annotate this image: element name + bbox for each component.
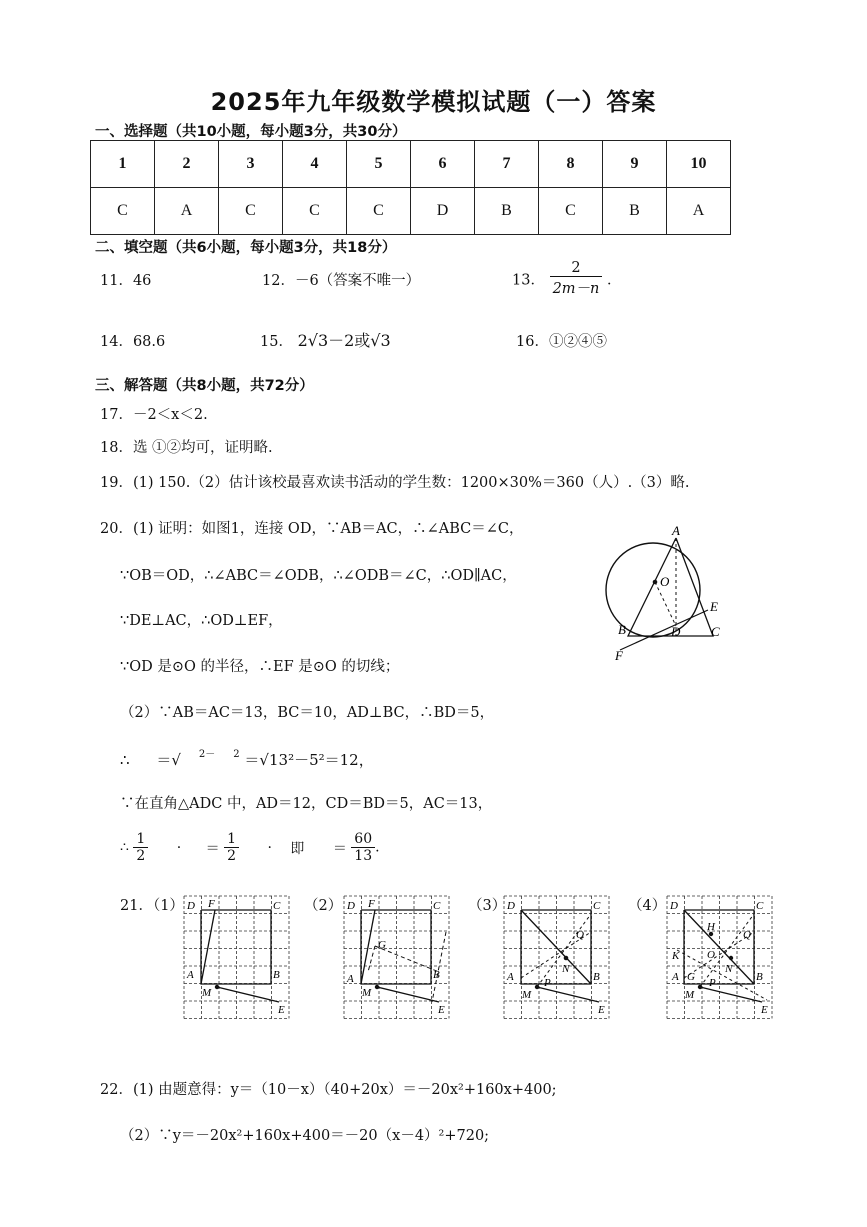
answer-20-line4: ∵OD 是⊙O 的半径，∴EF 是⊙O 的切线； [120,659,400,675]
question-number-cell: 8 [539,141,603,188]
fig21-1-label-c: C [273,900,281,912]
fig21-4-label-q: Q [743,929,751,941]
line8-therefore: ∴ [120,839,129,856]
fig21-3-label-n: N [562,963,570,975]
answer-13-end: ． [607,272,622,289]
line6-result: ＝√13²－5²＝12， [244,751,374,769]
answer-20-line6 [120,745,374,770]
answer-15-expression: 2√3－2或√3 [297,331,391,350]
figure-21-1 [180,892,292,1024]
fig21-4-label-o: O [707,949,715,961]
line8-fraction3 [351,831,375,864]
question-number-cell: 4 [283,141,347,188]
line8-period: . [375,839,380,856]
fig21-2-label-d: D [347,900,355,912]
answer-13-label: 13． [512,272,545,289]
answer-21-sub2: （2） [304,898,343,914]
answer-13-numerator: 2 [550,260,603,277]
answer-16: 16．①②④⑤ [516,334,607,350]
answer-20-line8 [120,831,380,864]
label-f: F [615,648,623,663]
label-d: D [671,624,681,639]
fig21-3-label-d: D [507,900,515,912]
fig21-3-label-a: A [507,971,514,983]
fig21-4-label-d: D [670,900,678,912]
fig21-2-label-a: A [347,973,354,985]
answer-cell: D [411,188,475,235]
answer-cell: C [283,188,347,235]
fig21-4-label-k: K [672,950,680,962]
answer-cell: A [155,188,219,235]
fig21-4-label-c: C [756,900,764,912]
answer-20-line1: 20．(1) 证明：如图1，连接 OD，∵AB＝AC，∴∠ABC＝∠C， [100,521,524,537]
answer-21-sub3: （3） [468,898,507,914]
figure-21-2 [340,892,452,1024]
question-number-cell: 7 [475,141,539,188]
answer-cell: B [603,188,667,235]
answer-13-denominator: 2m－n [552,281,600,297]
answer-21-sub4: （4） [628,898,667,914]
figure-21-4 [663,892,775,1024]
section2-heading: 二、填空题（共6小题，每小题3分，共18分） [95,240,397,256]
answer-13-fraction [550,260,603,298]
fig21-1-label-e: E [278,1004,285,1016]
answer-table-answer-row [91,188,731,235]
fig21-3-label-e: E [598,1004,605,1016]
line8-dot1: · [176,839,182,856]
answer-20-line5: （2）∵AB＝AC＝13，BC＝10，AD⊥BC，∴BD＝5， [120,705,495,721]
frac3-den: 13 [354,848,373,864]
answer-20-line7: ∵在直角△ADC 中，AD＝12，CD＝BD＝5，AC＝13， [120,796,493,812]
line8-eq2: ＝ [332,840,347,857]
section3-heading: 三、解答题（共8小题，共72分） [95,378,314,394]
figure-21-3 [500,892,612,1024]
figure-20 [598,522,738,672]
answer-cell: C [347,188,411,235]
answer-22-line1: 22．(1) 由题意得：y＝（10－x）（40+20x）＝－20x²+160x+400; [100,1082,557,1098]
frac2-num: 1 [224,831,239,848]
fig21-3-label-p: P [544,977,551,989]
fig21-3-label-m: M [522,989,532,1001]
question-number-cell: 3 [219,141,283,188]
fig21-2-label-m: M [362,987,372,999]
answer-cell: B [475,188,539,235]
fig21-2-label-g: G [378,939,386,951]
fig21-4-label-p: P [709,977,716,989]
label-e: E [710,599,718,614]
fig21-2-label-e: E [438,1004,445,1016]
question-number-cell: 9 [603,141,667,188]
question-number-cell: 6 [411,141,475,188]
fig21-1-label-a: A [187,969,194,981]
question-number-cell: 1 [91,141,155,188]
label-b: B [618,622,626,637]
frac1-num: 1 [133,831,148,848]
fig21-4-label-b: B [756,971,763,983]
fig21-4-label-e: E [761,1004,768,1016]
answer-20-line3: ∵DE⊥AC，∴OD⊥EF， [120,613,283,629]
answer-12: 12．－6（答案不唯一） [262,273,421,289]
answer-15-label: 15． [260,334,293,350]
answer-11: 11．46 [100,273,152,289]
line8-fraction1 [133,831,148,864]
line8-dot2: · [267,839,272,856]
label-o: O [660,574,670,589]
fig21-2-label-f: F [368,898,375,910]
answer-19: 19．(1) 150.（2）估计该校最喜欢读书活动的学生数：1200×30%＝360（人）.（3）略. [100,475,690,491]
line8-eq1: ＝ [205,840,220,857]
fig21-1-label-m: M [202,987,212,999]
fig21-2-label-c: C [433,900,441,912]
fig21-3-label-q: Q [576,929,584,941]
page-title: 2025年九年级数学模拟试题（一）答案 [210,88,657,116]
answer-14: 14．68.6 [100,334,166,350]
line6-exp1: 2－ [198,749,216,760]
line6-eq-sqrt: ＝√ [156,751,181,769]
fig21-4-label-a: A [672,971,679,983]
question-number-cell: 5 [347,141,411,188]
frac2-den: 2 [227,848,237,864]
label-c: C [711,624,720,639]
answer-table-number-row [91,141,731,188]
fig21-4-label-n: N [725,963,733,975]
question-number-cell: 10 [667,141,731,188]
fig21-3-label-c: C [593,900,601,912]
answer-cell: C [219,188,283,235]
fig21-4-label-m: M [685,989,695,1001]
answer-22-line2: （2）∵y＝－20x²+160x+400＝－20（x－4）²+720; [120,1128,490,1144]
answer-15 [260,328,391,351]
fig21-1-label-b: B [273,969,280,981]
question-number-cell: 2 [155,141,219,188]
answer-cell: C [91,188,155,235]
frac3-num: 60 [351,831,375,848]
answer-cell: C [539,188,603,235]
answer-21-label: 21．（1） [120,898,184,914]
section1-heading: 一、选择题（共10小题，每小题3分，共30分） [95,124,407,140]
label-a: A [672,523,680,538]
line8-fraction2 [224,831,239,864]
line6-exp2: 2 [233,749,240,760]
answer-cell: A [667,188,731,235]
fig21-1-label-f: F [208,898,215,910]
line-ef [620,610,708,650]
fig21-4-label-h: H [707,921,715,933]
answer-table [90,140,731,235]
frac1-den: 2 [136,848,146,864]
fig21-3-label-b: B [593,971,600,983]
answer-18: 18．选 ①②均可，证明略. [100,440,273,456]
point-o [653,580,658,585]
answer-13 [512,260,622,298]
line8-ji: 即 [290,840,305,857]
fig21-2-label-b: B [433,969,440,981]
line6-therefore: ∴ [120,751,130,769]
answer-17: 17．－2＜x＜2. [100,407,208,423]
fig21-4-label-g: G [687,971,695,983]
fig21-1-label-d: D [187,900,195,912]
answer-20-line2: ∵OB＝OD，∴∠ABC＝∠ODB，∴∠ODB＝∠C，∴OD∥AC， [120,568,517,584]
